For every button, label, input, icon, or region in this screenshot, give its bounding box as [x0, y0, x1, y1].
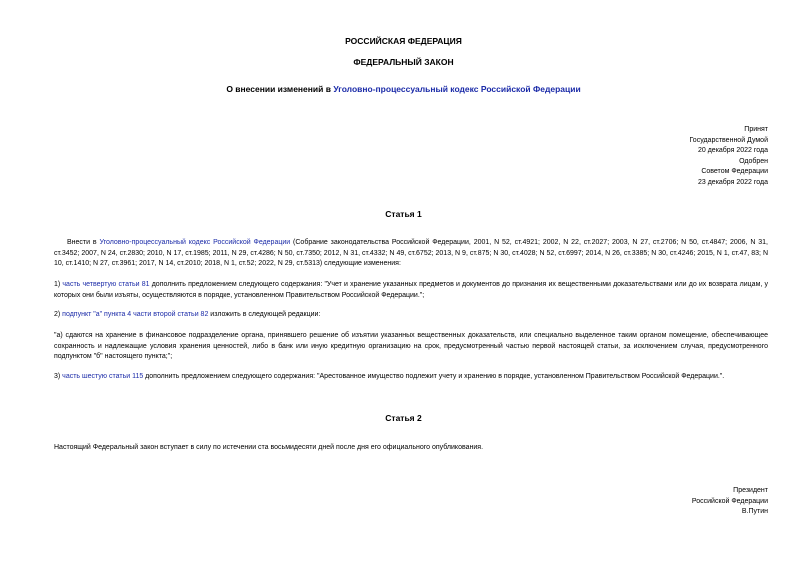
item-1-text: дополнить предложением следующего содержания: "Учет и хранение указанных предметов и документов до признания их вещественными доказательствами или до их возврата лицам, у которых они были изъяты, осуществляются в порядке, установленном Правительством Российской Федерации.";: [54, 281, 769, 299]
item-2-number: 2): [54, 311, 63, 318]
amendment-item-2: [54, 310, 768, 321]
amendment-item-1: [54, 280, 768, 301]
amendment-item-3: [54, 372, 768, 383]
approved-label: Одобрен: [739, 157, 768, 165]
article-1-intro: [54, 238, 768, 270]
intro-post: (Собрание законодательства Российской Федерации, 2001, N 52, ст.4921; 2002, N 22, ст.2027; 2003, N 27, ст.2706; N 50, ст.4847; 2006, N 31, ст.3452; 2007, N 24, ст.2830; 2010, N 17, ст.1985; 2011, N 29, ст.4286; N 50, ст.7350; 2012, N 31, ст.4332; N 49, ст.6752; 2013, N 9, ст.875; N 30, ст.4028; N 52, ст.6997; 2014, N 26, ст.3385; N 30, ст.4246; 2015, N 1, ст.47, 83; N 10, ст.1410; N 27, ст.3961; 2017, N 14, ст.2010; 2018, N 1, ст.52; 2022, N 29, ст.5313) следующие изменения:: [54, 239, 768, 267]
item-3-link[interactable]: часть шестую статьи 115: [62, 373, 144, 380]
duma-date: 20 декабря 2022 года: [697, 147, 768, 154]
item-1-link[interactable]: часть четвертую статьи 81: [62, 281, 150, 288]
item-2-link[interactable]: подпункт "а" пункта 4 части второй статьи 82: [62, 311, 209, 318]
law-title-link[interactable]: Уголовно-процессуальный кодекс Российской Федерации: [333, 84, 581, 94]
council-label: Советом Федерации: [701, 168, 768, 175]
country-heading: РОССИЙСКАЯ ФЕДЕРАЦИЯ: [345, 36, 462, 46]
law-type-heading: ФЕДЕРАЛЬНЫЙ ЗАКОН: [353, 57, 454, 67]
adoption-block: [689, 125, 768, 188]
item-2-text: изложить в следующей редакции:: [208, 311, 321, 318]
signature-name: В.Путин: [741, 508, 768, 515]
duma-label: Государственной Думой: [689, 136, 768, 144]
council-date: 23 декабря 2022 года: [697, 178, 768, 186]
article-2-text: Настоящий Федеральный закон вступает в силу по истечении ста восьмидесяти дней после дня его официального опубликования.: [54, 444, 484, 451]
law-title: [0, 84, 807, 95]
signature-block: [692, 486, 768, 518]
accepted-label: Принят: [744, 126, 768, 133]
signature-country: Российской Федерации: [691, 497, 768, 505]
amendment-item-2-quote: "а) сдаются на хранение в финансовое подразделение органа, принявшего решение об изъятии указанных вещественных доказательств, или специально выделенное таким органом помещение, обеспечивающее сохранность и надлежащие условия хранения ценностей, либо в банк или иную кредитную организацию на срок, предусмотренный частью первой настоящей статьи, за исключением случая, предусмотренного подпунктом "б" настоящего пункта;";: [54, 332, 768, 360]
article-2-heading: Статья 2: [385, 413, 422, 423]
article-1-heading: Статья 1: [385, 209, 422, 219]
intro-pre: Внести в: [67, 239, 100, 246]
signature-position: Президент: [733, 487, 768, 494]
item-3-text: дополнить предложением следующего содержания: "Арестованное имущество подлежит учету и хранению в порядке, установленном Правительством Российской Федерации.".: [143, 373, 725, 380]
item-1-number: 1): [54, 281, 63, 288]
item-3-number: 3): [54, 373, 63, 380]
intro-code-link[interactable]: Уголовно-процессуальный кодекс Российской Федерации: [99, 239, 291, 246]
law-title-prefix: О внесении изменений в: [226, 84, 334, 94]
